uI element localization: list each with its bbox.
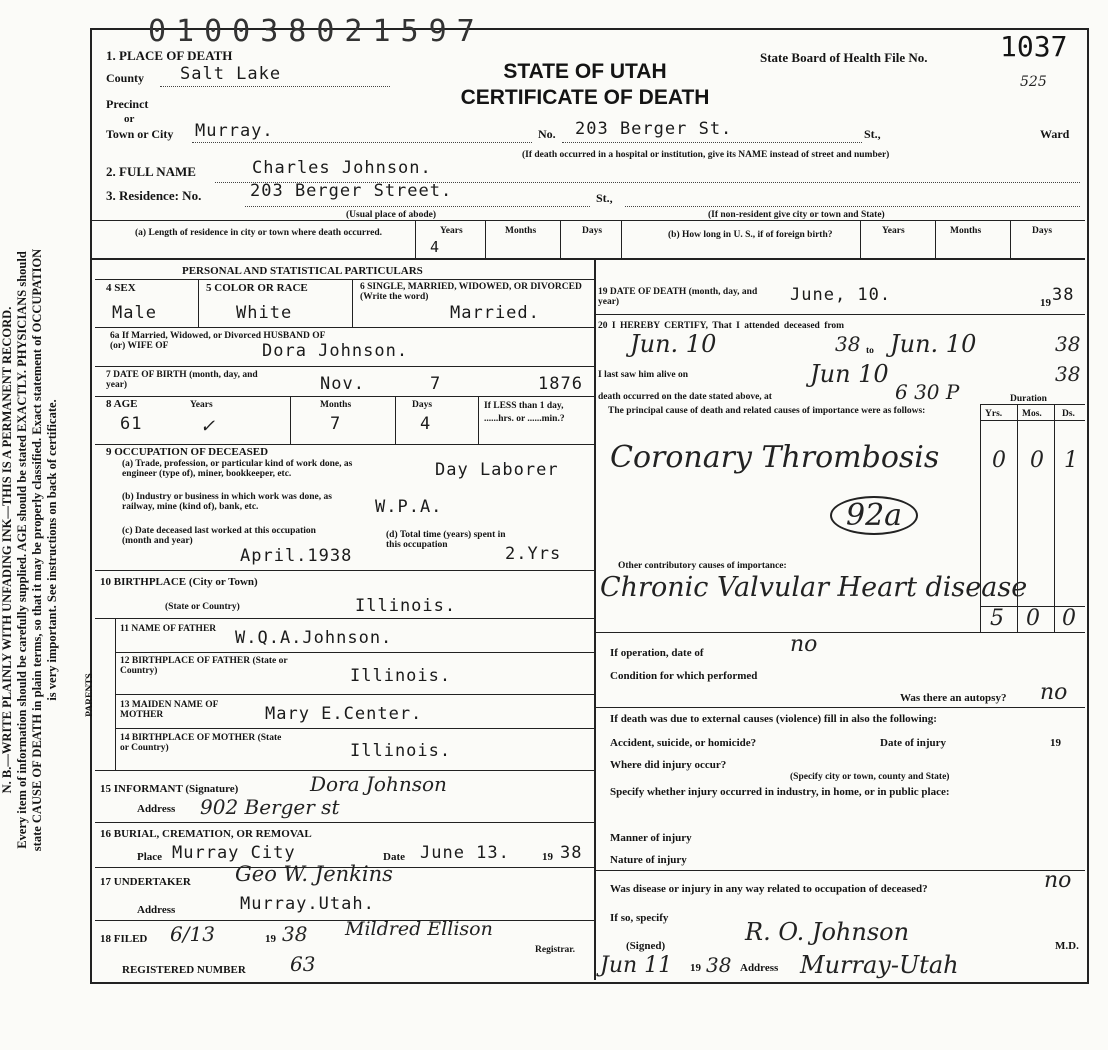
- sex-value: Male: [112, 303, 157, 323]
- operation-value: no: [790, 632, 818, 657]
- nonresident-note: (If non-resident give city or town and State): [708, 210, 885, 220]
- informant-label: 15 INFORMANT (Signature): [100, 783, 239, 795]
- county-value: Salt Lake: [180, 64, 282, 84]
- dur-mos-label: Mos.: [1022, 409, 1042, 419]
- us-years-label: Years: [882, 226, 905, 236]
- file-note: 525: [1020, 74, 1047, 90]
- side-instructions: [0, 50, 60, 1050]
- father-value: W.Q.A.Johnson.: [235, 628, 393, 648]
- occ-d-value: 2.Yrs: [505, 544, 562, 564]
- cause-dur-mos: 0: [1030, 448, 1044, 473]
- mother-value: Mary E.Center.: [265, 704, 423, 724]
- sign-date: Jun 11: [600, 953, 673, 978]
- res-years-value: 4: [430, 238, 441, 256]
- town-value: Murray.: [195, 121, 274, 141]
- county-label: County: [106, 71, 145, 85]
- attended-from: Jun. 10: [630, 330, 717, 358]
- burial-year-value: 38: [560, 843, 583, 863]
- mother-birthplace-value: Illinois.: [350, 741, 452, 761]
- cause-dur-yrs: 0: [992, 448, 1006, 473]
- injury-date-label: Date of injury: [880, 737, 946, 749]
- res-months-label: Months: [505, 226, 537, 236]
- mother-birthplace-label: 14 BIRTHPLACE OF MOTHER (State or Country): [120, 733, 282, 753]
- informant-address: 902 Berger st: [200, 795, 340, 819]
- dob-month: Nov.: [320, 374, 365, 394]
- street-no-label: No.: [538, 127, 556, 141]
- to-label: to: [866, 346, 874, 356]
- father-birthplace-value: Illinois.: [350, 666, 452, 686]
- occ-d-label: (d) Total time (years) spent in this occupation: [386, 530, 506, 550]
- occ-c-value: April.1938: [240, 546, 353, 566]
- attended-from-year: 38: [835, 332, 861, 356]
- nature-label: Nature of injury: [610, 854, 687, 866]
- place-of-death-label: 1. PLACE OF DEATH: [106, 48, 233, 63]
- full-name-value: Charles Johnson.: [252, 158, 432, 178]
- undertaker-address: Murray.Utah.: [240, 894, 375, 914]
- file-number: 1037: [1000, 30, 1068, 63]
- dod-value: June, 10.: [790, 285, 892, 305]
- marital-label: 6 SINGLE, MARRIED, WIDOWED, OR DIVORCED (Write the word): [360, 282, 582, 302]
- us-length-label: (b) How long in U. S., if of foreign birth?: [668, 230, 833, 240]
- registered-number: 63: [290, 952, 316, 976]
- occ-a-value: Day Laborer: [435, 460, 559, 480]
- burial-date-label: Date: [383, 851, 405, 863]
- where-injury-label: Where did injury occur?: [610, 759, 727, 771]
- age-days-value: 4: [420, 414, 432, 434]
- mother-label: 13 MAIDEN NAME OF MOTHER: [120, 700, 219, 720]
- burial-date-value: June 13.: [420, 843, 510, 863]
- contributory-value: Chronic Valvular Heart disease: [600, 572, 1028, 603]
- contributory-label: Other contributory causes of importance:: [618, 561, 787, 571]
- cause-value: Coronary Thrombosis: [610, 440, 940, 475]
- autopsy-label: Was there an autopsy?: [900, 692, 1007, 704]
- hospital-note: (If death occurred in a hospital or institution, give its NAME instead of street and number): [522, 150, 890, 160]
- age-less-label: If LESS than 1 day, ......hrs. or ......min.?: [484, 401, 565, 424]
- last-seen-year: 38: [1055, 362, 1081, 386]
- occ-b-label: (b) Industry or business in which work was done, as railway, mine (kind of), bank, etc.: [122, 492, 332, 512]
- res-days-label: Days: [582, 226, 603, 236]
- burial-place-label: Place: [137, 851, 163, 863]
- father-birthplace-label: 12 BIRTHPLACE OF FATHER (State or Country): [120, 656, 288, 676]
- contrib-dur-mos: 0: [1026, 606, 1040, 631]
- registrar-label: Registrar.: [535, 945, 576, 955]
- registrar-signature: Mildred Ellison: [345, 918, 493, 940]
- dur-yrs-label: Yrs.: [985, 409, 1003, 419]
- or-label: or: [124, 113, 135, 125]
- residence-label: 3. Residence: No.: [106, 188, 202, 203]
- physician-signature: R. O. Johnson: [745, 918, 910, 946]
- last-seen-value: Jun 10: [810, 360, 889, 388]
- filed-year: 38: [282, 922, 308, 946]
- sex-label: 4 SEX: [106, 282, 136, 294]
- dob-label: 7 DATE OF BIRTH (month, day, and year): [106, 370, 258, 390]
- length-residence-label: (a) Length of residence in city or town where death occurred.: [135, 228, 383, 238]
- color-label: 5 COLOR OR RACE: [206, 282, 308, 294]
- age-years-value: 61: [120, 414, 143, 434]
- occ-related-value: no: [1044, 868, 1072, 893]
- dod-year: 38: [1052, 285, 1075, 305]
- registered-number-label: REGISTERED NUMBER: [122, 964, 246, 976]
- age-years-label: Years: [190, 400, 213, 410]
- condition-label: Condition for which performed: [610, 670, 758, 682]
- age-months-label: Months: [320, 400, 352, 410]
- parents-label: PARENTS: [84, 673, 95, 717]
- attended-to: Jun. 10: [890, 330, 977, 358]
- filed-date: 6/13: [170, 922, 215, 946]
- contrib-dur-ds: 0: [1062, 606, 1076, 631]
- us-days-label: Days: [1032, 226, 1053, 236]
- birthplace-label: 10 BIRTHPLACE (City or Town): [100, 576, 258, 588]
- dod-year-prefix: 19: [1040, 297, 1051, 309]
- injury-year-prefix: 19: [1050, 737, 1061, 749]
- occ-a-label: (a) Trade, profession, or particular kind of work done, as engineer (type of), miner, bookkeeper, etc.: [122, 459, 353, 479]
- full-name-label: 2. FULL NAME: [106, 164, 196, 179]
- where-sub-label: (Specify city or town, county and State): [790, 772, 950, 782]
- res-years-label: Years: [440, 226, 463, 236]
- street-no-value: 203 Berger St.: [575, 119, 733, 139]
- accident-label: Accident, suicide, or homicide?: [610, 737, 757, 749]
- ward-label: Ward: [1040, 127, 1070, 141]
- certify-label: 20 I HEREBY CERTIFY, That I attended deceased from: [598, 321, 845, 331]
- file-number-label: State Board of Health File No.: [760, 50, 928, 65]
- father-label: 11 NAME OF FATHER: [120, 624, 217, 634]
- spouse-label: 6a If Married, Widowed, or Divorced HUSBAND OF (or) WIFE OF: [110, 331, 326, 351]
- external-causes-label: If death was due to external causes (violence) fill in also the following:: [610, 713, 937, 725]
- side-note-line: state CAUSE OF DEATH in plain terms, so that it may be properly classified. Exact statement of OCCUPATION: [30, 248, 44, 852]
- undertaker-signature: Geo W. Jenkins: [235, 862, 393, 886]
- physician-address-label: Address: [740, 962, 779, 974]
- death-time: 6 30 P: [895, 380, 960, 404]
- certificate-title: CERTIFICATE OF DEATH: [460, 86, 710, 109]
- st-label: St.,: [864, 127, 881, 141]
- dob-year: 1876: [538, 374, 583, 394]
- duration-label: Duration: [1010, 394, 1047, 404]
- occ-b-value: W.P.A.: [375, 497, 443, 517]
- personal-header: PERSONAL AND STATISTICAL PARTICULARS: [182, 265, 423, 277]
- sign-year-prefix: 19: [690, 962, 701, 974]
- dob-day: 7: [430, 374, 442, 394]
- marital-value: Married.: [450, 303, 540, 323]
- spouse-value: Dora Johnson.: [262, 341, 409, 361]
- abode-note: (Usual place of abode): [346, 210, 436, 220]
- attended-to-year: 38: [1055, 332, 1081, 356]
- age-months-value: 7: [330, 414, 342, 434]
- residence-value: 203 Berger Street.: [250, 181, 453, 201]
- occupation-label: 9 OCCUPATION OF DECEASED: [106, 446, 269, 458]
- birthplace-sub-label: (State or Country): [165, 602, 240, 612]
- age-days-label: Days: [412, 400, 433, 410]
- signed-label: (Signed): [626, 940, 666, 952]
- informant-signature: Dora Johnson: [310, 772, 447, 796]
- side-note-line: Every item of information should be carefully supplied. AGE should be stated EXACTLY. PHYSICIANS should: [15, 251, 29, 849]
- md-label: M.D.: [1055, 940, 1079, 952]
- undertaker-label: 17 UNDERTAKER: [100, 876, 191, 888]
- informant-address-label: Address: [137, 803, 176, 815]
- operation-label: If operation, date of: [610, 647, 704, 659]
- side-note-line: N. B.—WRITE PLAINLY WITH UNFADING INK—THIS IS A PERMANENT RECORD.: [0, 306, 14, 794]
- dod-label: 19 DATE OF DEATH (month, day, and year): [598, 287, 758, 307]
- us-months-label: Months: [950, 226, 982, 236]
- age-label: 8 AGE: [106, 398, 138, 410]
- side-note-line: is very important. See instructions on back of certificate.: [45, 399, 59, 701]
- sign-year: 38: [706, 953, 732, 977]
- precinct-label: Precinct: [106, 97, 149, 111]
- serial-number: 010038021597: [148, 14, 485, 49]
- burial-place-value: Murray City: [172, 843, 296, 863]
- burial-year-prefix: 19: [542, 851, 553, 863]
- filed-year-prefix: 19: [265, 933, 276, 945]
- dur-ds-label: Ds.: [1062, 409, 1075, 419]
- if-so-label: If so, specify: [610, 912, 669, 924]
- filed-label: 18 FILED: [100, 933, 148, 945]
- undertaker-address-label: Address: [137, 904, 176, 916]
- death-occurred-label: death occurred on the date stated above, at: [598, 392, 772, 402]
- burial-label: 16 BURIAL, CREMATION, OR REMOVAL: [100, 828, 312, 840]
- color-value: White: [236, 303, 293, 323]
- autopsy-value: no: [1040, 680, 1068, 705]
- contrib-dur-yrs: 5: [990, 606, 1004, 631]
- certificate-title-state: STATE OF UTAH: [503, 60, 667, 83]
- specify-injury-label: Specify whether injury occurred in industry, in home, or in public place:: [610, 786, 950, 798]
- cause-dur-ds: 1: [1064, 448, 1078, 473]
- cause-label: The principal cause of death and related causes of importance were as follows:: [608, 406, 926, 416]
- occ-related-label: Was disease or injury in any way related to occupation of deceased?: [610, 883, 928, 895]
- cause-code: 92a: [830, 496, 918, 535]
- last-seen-label: I last saw him alive on: [598, 370, 688, 380]
- age-check-mark: ✓: [200, 416, 216, 437]
- physician-address: Murray-Utah: [800, 951, 959, 979]
- manner-label: Manner of injury: [610, 832, 692, 844]
- residence-st-label: St.,: [596, 191, 613, 205]
- town-label: Town or City: [106, 127, 174, 141]
- occ-c-label: (c) Date deceased last worked at this occupation (month and year): [122, 526, 316, 546]
- birthplace-value: Illinois.: [355, 596, 457, 616]
